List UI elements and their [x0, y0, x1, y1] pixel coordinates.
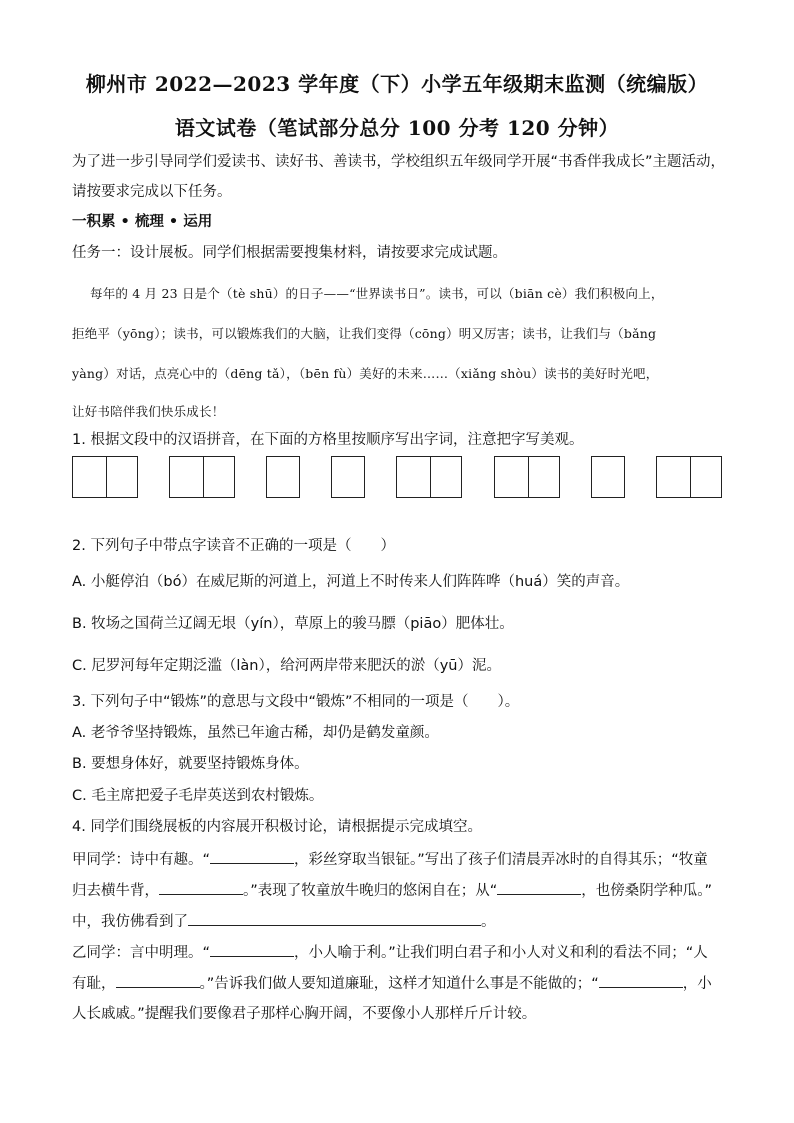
q4-text: 乙同学：言中明理。“ [72, 945, 211, 961]
q4-text: ，小人喻于利。”让我们明白君子和小人对义和利的看法不同；“人 [294, 945, 708, 961]
intro-line2: 请按要求完成以下任务。 [72, 184, 232, 200]
q4-yi-line2 [72, 973, 732, 994]
answer-box-group[interactable] [494, 456, 560, 498]
question-1: 1. 根据文段中的汉语拼音，在下面的方格里按顺序写出字词，注意把字写美观。 [72, 432, 584, 448]
fill-blank[interactable] [599, 973, 683, 988]
q4-jia-line1 [72, 849, 732, 870]
fill-blank[interactable] [159, 880, 243, 895]
question-4: 4. 同学们围绕展板的内容展开积极讨论，请根据提示完成填空。 [72, 819, 482, 835]
section-heading: 一积累 • 梳理 • 运用 [72, 214, 213, 230]
q4-yi-line3: 人长戚戚。”提醒我们要像君子那样心胸开阔，不要像小人那样斤斤计较。 [72, 1006, 537, 1022]
q4-yi-line1 [72, 942, 732, 963]
q4-text: 。 [481, 914, 496, 930]
q4-text: 。”表现了牧童放牛晚归的悠闲自在；从“ [243, 883, 498, 899]
passage-line1: 每年的 4 月 23 日是个（tè shū）的日子——“世界读书日”。读书，可以（biān cè）我们积极向上， [90, 286, 664, 301]
passage-line4: 让好书陪伴我们快乐成长！ [72, 404, 225, 419]
passage-line2: 拒绝平（yōng）；读书，可以锻炼我们的大脑，让我们变得（cōng）明又厉害；读书，让我们与（bǎng [72, 326, 657, 341]
fill-blank[interactable] [116, 973, 200, 988]
q4-text: ，也傍桑阴学种瓜。” [581, 883, 713, 899]
fill-blank[interactable] [210, 849, 294, 864]
answer-box-group[interactable] [72, 456, 138, 498]
q4-text: ，小 [682, 976, 712, 992]
answer-box-single[interactable] [591, 456, 625, 498]
q3-option-c: C. 毛主席把爱子毛岸英送到农村锻炼。 [72, 788, 324, 804]
q2-option-c: C. 尼罗河每年定期泛滥（làn），给河两岸带来肥沃的淤（yū）泥。 [72, 658, 501, 674]
q3-option-b: B. 要想身体好，就要坚持锻炼身体。 [72, 756, 309, 772]
q2-option-a: A. 小艇停泊（bó）在威尼斯的河道上，河道上不时传来人们阵阵哗（huá）笑的声音。 [72, 574, 630, 590]
answer-box-single[interactable] [331, 456, 365, 498]
q4-text: ，彩丝穿取当银钲。”写出了孩子们清晨弄冰时的自得其乐；“牧童 [294, 852, 708, 868]
q4-text: 有耻， [72, 976, 116, 992]
answer-box-single[interactable] [266, 456, 300, 498]
q4-text: 中，我仿佛看到了 [72, 914, 188, 930]
question-3: 3. 下列句子中“锻炼”的意思与文段中“锻炼”不相同的一项是（ ）。 [72, 694, 520, 710]
q4-text: 。”告诉我们做人要知道廉耻，这样才知道什么事是不能做的；“ [199, 976, 599, 992]
passage-line3: yàng）对话，点亮心中的（dēng tǎ），（bēn fù）美好的未来……（xiǎng shòu）读书的美好时光吧， [72, 366, 659, 381]
exam-title-line2: 语文试卷（笔试部分总分 100 分考 120 分钟） [174, 116, 620, 140]
question-2: 2. 下列句子中带点字读音不正确的一项是（ ） [72, 538, 395, 554]
fill-blank[interactable] [188, 911, 481, 926]
q4-text: 甲同学：诗中有趣。“ [72, 852, 211, 868]
exam-title-line1: 柳州市 2022—2023 学年度（下）小学五年级期末监测（统编版） [85, 72, 709, 96]
task-one: 任务一：设计展板。同学们根据需要搜集材料，请按要求完成试题。 [72, 245, 507, 261]
fill-blank[interactable] [497, 880, 581, 895]
q4-text: 归去横牛背， [72, 883, 159, 899]
fill-blank[interactable] [210, 942, 294, 957]
q4-jia-line3 [72, 911, 732, 932]
answer-box-group[interactable] [396, 456, 462, 498]
q2-option-b: B. 牧场之国荷兰辽阔无垠（yín），草原上的骏马膘（piāo）肥体壮。 [72, 616, 514, 632]
intro-line1: 为了进一步引导同学们爱读书、读好书、善读书，学校组织五年级同学开展“书香伴我成长”主题活动， [72, 154, 726, 170]
q4-jia-line2 [72, 880, 732, 901]
answer-box-group[interactable] [169, 456, 235, 498]
q3-option-a: A. 老爷爷坚持锻炼，虽然已年逾古稀，却仍是鹤发童颜。 [72, 725, 439, 741]
answer-box-group[interactable] [656, 456, 722, 498]
